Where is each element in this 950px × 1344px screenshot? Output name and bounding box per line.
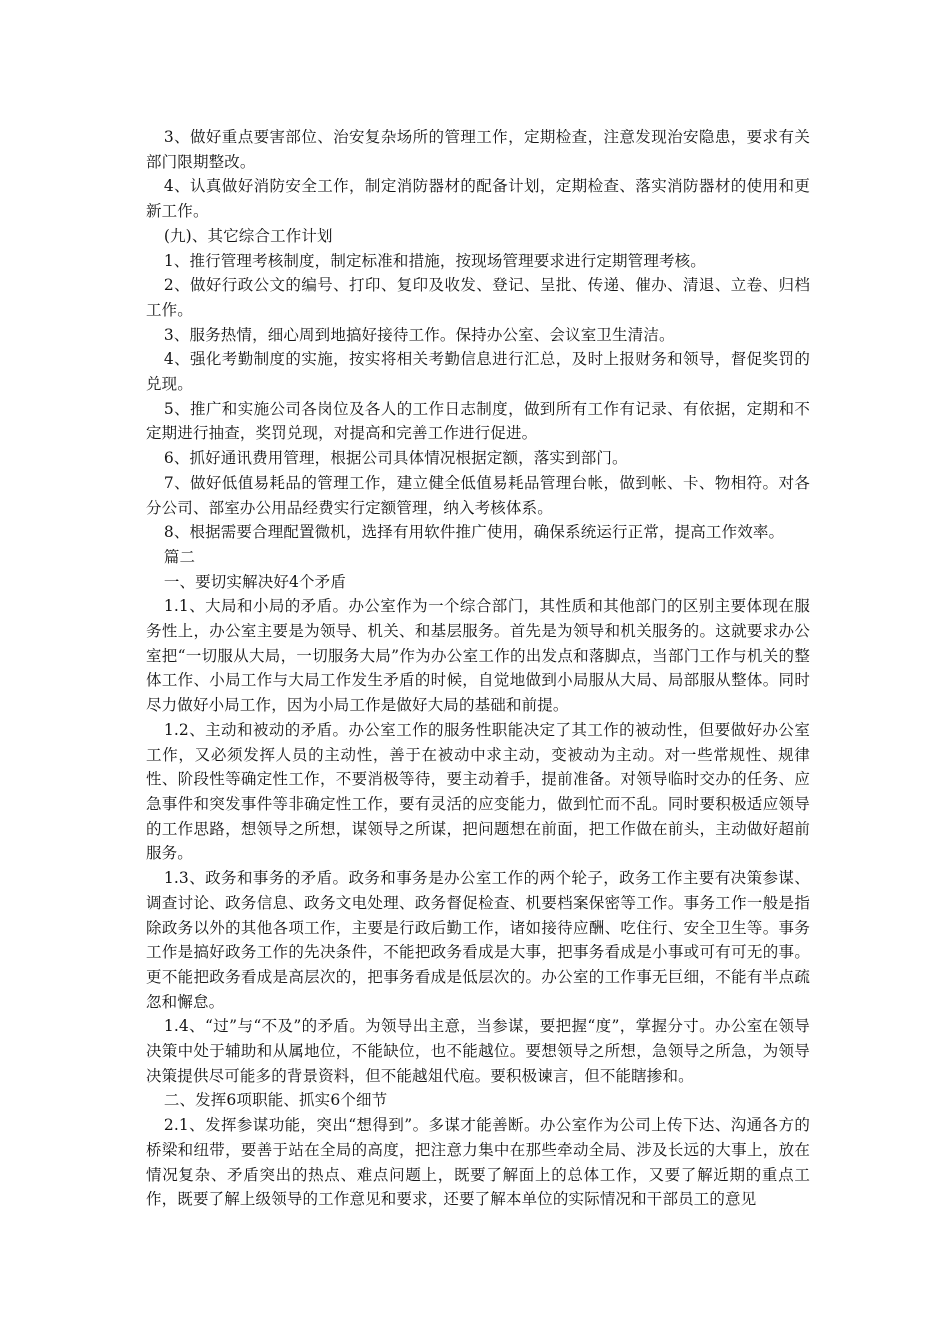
paragraph-security-item-3: 3、做好重点要害部位、治安复杂场所的管理工作，定期检查，注意发现治安隐患，要求有关部门限期整改。 bbox=[146, 128, 810, 171]
document-page bbox=[146, 125, 810, 1212]
paragraph-1-3: 1.3、政务和事务的矛盾。政务和事务是办公室工作的两个轮子，政务工作主要有决策参谋、调查讨论、政务信息、政务文电处理、政务督促检查、机要档案保密等工作。事务工作一般是指除政务以外的其他各项工作，主要是行政后勤工作，诸如接待应酬、吃住行、安全卫生等。事务工作是搞好政务工作的先决条件，不能把政务看成是大事，把事务看成是小事或可有可无的事。更不能把政务看成是高层次的，把事务看成是低层次的。办公室的工作事无巨细，不能有半点疏忽和懈怠。 bbox=[146, 869, 810, 1011]
paragraph-1-1: 1.1、大局和小局的矛盾。办公室作为一个综合部门，其性质和其他部门的区别主要体现在服务性上，办公室主要是为领导、机关、和基层服务。首先是为领导和机关服务的。这就要求办公室把“一切服从大局，一切服务大局”作为办公室工作的出发点和落脚点，当部门工作与机关的整体工作、小局工作与大局工作发生矛盾的时候，自觉地做到小局服从大局、局部服从整体。同时尽力做好小局工作，因为小局工作是做好大局的基础和前提。 bbox=[146, 597, 810, 715]
paragraph-item-5: 5、推广和实施公司各岗位及各人的工作日志制度，做到所有工作有记录、有依据，定期和不定期进行抽查，奖罚兑现，对提高和完善工作进行促进。 bbox=[146, 399, 810, 443]
paragraph-1-2: 1.2、主动和被动的矛盾。办公室工作的服务性职能决定了其工作的被动性，但要做好办公室工作，又必须发挥人员的主动性，善于在被动中求主动，变被动为主动。对一些常规性、规律性、阶段性等确定性工作，不要消极等待，要主动着手，提前准备。对领导临时交办的任务、应急事件和突发事件等非确定性工作，要有灵活的应变能力，做到忙而不乱。同时要积极适应领导的工作思路，想领导之所想，谋领导之所谋，把问题想在前面，把工作做在前头，主动做好超前服务。 bbox=[146, 720, 810, 863]
section-heading-six-functions: 二、发挥6项职能、抓实6个细节 bbox=[163, 1091, 388, 1110]
paragraph-item-1: 1、推行管理考核制度，制定标准和措施，按现场管理要求进行定期管理考核。 bbox=[163, 251, 706, 270]
paragraph-fire-safety-item-4: 4、认真做好消防安全工作，制定消防器材的配备计划，定期检查、落实消防器材的使用和更新工作。 bbox=[146, 177, 810, 221]
paragraph-item-3: 3、服务热情，细心周到地搞好接待工作。保持办公室、会议室卫生清洁。 bbox=[163, 325, 675, 344]
section-heading-other-work: (九)、其它综合工作计划 bbox=[163, 226, 333, 245]
paragraph-item-6: 6、抓好通讯费用管理，根据公司具体情况根据定额，落实到部门。 bbox=[163, 449, 628, 468]
paragraph-item-4: 4、强化考勤制度的实施，按实将相关考勤信息进行汇总，及时上报财务和领导，督促奖罚的兑现。 bbox=[146, 350, 810, 394]
paragraph-item-7: 7、做好低值易耗品的管理工作，建立健全低值易耗品管理台帐，做到帐、卡、物相符。对各分公司、部室办公用品经费实行定额管理，纳入考核体系。 bbox=[146, 473, 810, 517]
paragraph-item-2: 2、做好行政公文的编号、打印、复印及收发、登记、呈批、传递、催办、清退、立卷、归档工作。 bbox=[146, 276, 810, 319]
paragraph-2-1: 2.1、发挥参谋功能，突出“想得到”。多谋才能善断。办公室作为公司上传下达、沟通各方的桥梁和纽带，要善于站在全局的高度，把注意力集中在那些牵动全局、涉及长远的大事上，放在情况复杂、矛盾突出的热点、难点问题上，既要了解面上的总体工作，又要了解近期的重点工作，既要了解上级领导的工作意见和要求，还要了解本单位的实际情况和干部员工的意见 bbox=[146, 1116, 810, 1209]
part-two-heading: 篇二 bbox=[163, 547, 196, 566]
paragraph-item-8: 8、根据需要合理配置微机，选择有用软件推广使用，确保系统运行正常，提高工作效率。 bbox=[163, 523, 785, 542]
section-heading-four-contradictions: 一、要切实解决好4个矛盾 bbox=[163, 572, 346, 591]
paragraph-1-4: 1.4、“过”与“不及”的矛盾。为领导出主意，当参谋，要把握“度”，掌握分寸。办公室在领导决策中处于辅助和从属地位，不能缺位，也不能越位。要想领导之所想，急领导之所急，为领导决策提供尽可能多的背景资料，但不能越俎代庖。要积极谏言，但不能瞎掺和。 bbox=[146, 1017, 810, 1085]
